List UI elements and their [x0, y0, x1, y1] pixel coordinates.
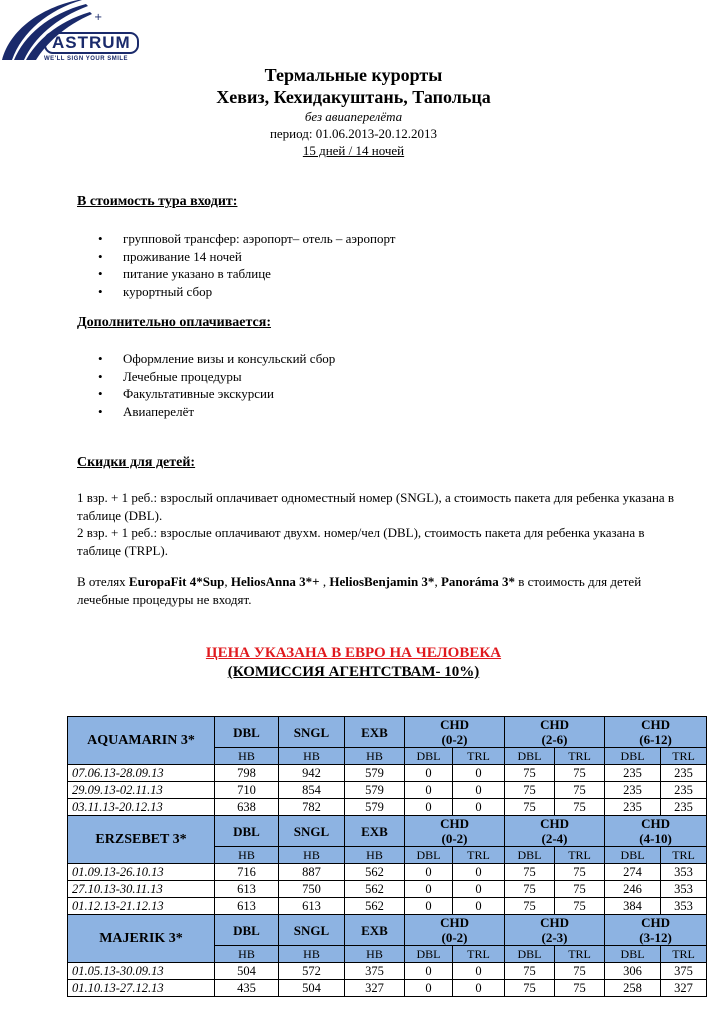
date-cell: 29.09.13-02.11.13	[68, 782, 215, 799]
price-cell: 613	[279, 898, 345, 915]
col-sngl: SNGL	[279, 717, 345, 748]
table-header-row	[68, 816, 707, 847]
price-cell: 942	[279, 765, 345, 782]
chd-range: (0-2)	[441, 831, 468, 846]
chd-label: CHD	[540, 717, 569, 732]
price-cell: 75	[555, 799, 605, 816]
sub-trl: TRL	[555, 748, 605, 765]
sub-dbl: DBL	[605, 946, 661, 963]
sub-trl: TRL	[453, 748, 505, 765]
children-paragraph-1: 1 взр. + 1 реб.: взрослый оплачивает одноместный номер (SNGL), а стоимость пакета для ребенка указана в таблице (DBL).	[77, 490, 675, 523]
hotel-heliosanna: HeliosAnna 3*+	[230, 574, 320, 589]
date-cell: 27.10.13-30.11.13	[68, 881, 215, 898]
subtitle: без авиаперелёта	[304, 109, 403, 124]
sub-hb: HB	[279, 748, 345, 765]
price-cell: 75	[505, 765, 555, 782]
chd-label: CHD	[440, 816, 469, 831]
price-cell: 504	[279, 980, 345, 997]
hotel-panorama: Panoráma 3*	[440, 574, 515, 589]
price-cell: 235	[605, 782, 661, 799]
price-cell: 710	[215, 782, 279, 799]
price-cell: 0	[453, 765, 505, 782]
price-cell: 0	[405, 980, 453, 997]
col-dbl: DBL	[215, 717, 279, 748]
hotel-heliosbenjamin: HeliosBenjamin 3*	[329, 574, 435, 589]
price-cell: 375	[345, 963, 405, 980]
sub-dbl: DBL	[605, 847, 661, 864]
price-cell: 562	[345, 898, 405, 915]
price-cell: 0	[405, 765, 453, 782]
price-cell: 782	[279, 799, 345, 816]
price-cell: 75	[505, 782, 555, 799]
chd-label: CHD	[540, 816, 569, 831]
sub-hb: HB	[279, 946, 345, 963]
logo-text: ASTRUM	[44, 32, 139, 54]
p3-prefix: В отелях	[77, 574, 129, 589]
price-cell: 0	[453, 963, 505, 980]
price-cell: 0	[405, 782, 453, 799]
col-exb: EXB	[345, 717, 405, 748]
price-cell: 75	[555, 864, 605, 881]
price-cell: 235	[661, 765, 707, 782]
col-sngl: SNGL	[279, 816, 345, 847]
price-cell: 75	[505, 799, 555, 816]
price-cell: 258	[605, 980, 661, 997]
chd-label: CHD	[440, 915, 469, 930]
sub-dbl: DBL	[405, 847, 453, 864]
chd-range: (3-12)	[639, 930, 672, 945]
price-cell: 75	[505, 864, 555, 881]
price-cell: 235	[661, 782, 707, 799]
price-cell: 0	[405, 963, 453, 980]
sub-hb: HB	[345, 946, 405, 963]
price-cell: 854	[279, 782, 345, 799]
list-item: • групповой трансфер: аэропорт– отель – аэропорт	[77, 230, 395, 248]
period: период: 01.06.2013-20.12.2013	[269, 126, 438, 141]
included-list	[77, 230, 395, 300]
col-chd	[505, 816, 605, 847]
price-cell: 75	[505, 898, 555, 915]
price-cell: 75	[555, 963, 605, 980]
price-cell: 246	[605, 881, 661, 898]
price-cell: 235	[605, 799, 661, 816]
date-cell: 01.10.13-27.12.13	[68, 980, 215, 997]
p3-sep2: ,	[319, 574, 330, 589]
price-cell: 0	[405, 881, 453, 898]
sub-trl: TRL	[661, 946, 707, 963]
chd-range: (4-10)	[639, 831, 672, 846]
price-cell: 0	[453, 864, 505, 881]
included-heading: В стоимость тура входит:	[77, 194, 238, 209]
col-chd	[505, 915, 605, 946]
chd-range: (0-2)	[441, 732, 468, 747]
chd-range: (2-3)	[541, 930, 568, 945]
price-cell: 504	[215, 963, 279, 980]
children-paragraph-3	[77, 573, 677, 608]
sub-hb: HB	[215, 748, 279, 765]
sub-dbl: DBL	[505, 847, 555, 864]
chd-label: CHD	[641, 816, 670, 831]
list-item: • питание указано в таблице	[77, 265, 395, 283]
sub-hb: HB	[345, 847, 405, 864]
sub-hb: HB	[279, 847, 345, 864]
price-cell: 562	[345, 864, 405, 881]
title-line-1: Термальные курорты	[264, 65, 443, 85]
price-cell: 572	[279, 963, 345, 980]
chd-range: (6-12)	[639, 732, 672, 747]
sub-trl: TRL	[661, 847, 707, 864]
price-cell: 0	[453, 799, 505, 816]
sub-hb: HB	[345, 748, 405, 765]
duration: 15 дней / 14 ночей	[302, 143, 405, 158]
price-cell: 353	[661, 864, 707, 881]
col-exb: EXB	[345, 816, 405, 847]
table-row	[68, 980, 707, 997]
sub-dbl: DBL	[605, 748, 661, 765]
sub-dbl: DBL	[405, 748, 453, 765]
date-cell: 07.06.13-28.09.13	[68, 765, 215, 782]
price-cell: 75	[505, 980, 555, 997]
chd-label: CHD	[641, 717, 670, 732]
col-dbl: DBL	[215, 915, 279, 946]
price-cell: 0	[405, 864, 453, 881]
table-row	[68, 963, 707, 980]
price-cell: 0	[405, 799, 453, 816]
table-header-row	[68, 717, 707, 748]
price-cell: 235	[605, 765, 661, 782]
price-cell: 384	[605, 898, 661, 915]
price-cell: 75	[555, 980, 605, 997]
sub-trl: TRL	[453, 847, 505, 864]
col-chd	[505, 717, 605, 748]
chd-label: CHD	[641, 915, 670, 930]
sub-dbl: DBL	[505, 748, 555, 765]
price-cell: 327	[345, 980, 405, 997]
price-cell: 75	[555, 765, 605, 782]
list-item: • Оформление визы и консульский сбор	[77, 350, 335, 368]
col-chd	[405, 816, 505, 847]
table-row	[68, 782, 707, 799]
price-cell: 579	[345, 782, 405, 799]
col-exb: EXB	[345, 915, 405, 946]
logo-tagline: WE'LL SIGN YOUR SMILE	[44, 56, 129, 62]
price-cell: 353	[661, 898, 707, 915]
price-cell: 327	[661, 980, 707, 997]
date-cell: 01.05.13-30.09.13	[68, 963, 215, 980]
date-cell: 01.12.13-21.12.13	[68, 898, 215, 915]
chd-range: (2-6)	[541, 732, 568, 747]
price-cell: 75	[555, 782, 605, 799]
children-heading: Скидки для детей:	[77, 455, 196, 470]
table-row	[68, 799, 707, 816]
price-cell: 75	[555, 898, 605, 915]
hotel-name: MAJERIK 3*	[68, 915, 215, 963]
price-cell: 0	[453, 782, 505, 799]
p3-sep1: ,	[224, 574, 231, 589]
price-cell: 306	[605, 963, 661, 980]
chd-label: CHD	[440, 717, 469, 732]
price-cell: 562	[345, 881, 405, 898]
col-chd	[405, 717, 505, 748]
price-cell: 0	[453, 980, 505, 997]
price-cell: 613	[215, 881, 279, 898]
price-cell: 579	[345, 765, 405, 782]
hotel-europafit: EuropaFit 4*Sup	[128, 574, 225, 589]
col-sngl: SNGL	[279, 915, 345, 946]
price-heading-line-1: ЦЕНА УКАЗАНА В ЕВРО НА ЧЕЛОВЕКА	[205, 645, 502, 661]
p3-suffix: в стоимость для детей лечебные процедуры не входят.	[77, 574, 642, 607]
price-cell: 887	[279, 864, 345, 881]
sub-dbl: DBL	[505, 946, 555, 963]
sub-dbl: DBL	[405, 946, 453, 963]
col-dbl: DBL	[215, 816, 279, 847]
price-cell: 0	[405, 898, 453, 915]
hotel-name: ERZSEBET 3*	[68, 816, 215, 864]
chd-label: CHD	[540, 915, 569, 930]
title-line-2: Хевиз, Кехидакуштань, Тапольца	[216, 87, 491, 107]
extra-list	[77, 350, 335, 420]
price-cell: 638	[215, 799, 279, 816]
price-cell: 0	[453, 881, 505, 898]
extra-heading: Дополнительно оплачивается:	[77, 315, 272, 330]
sub-trl: TRL	[661, 748, 707, 765]
astrum-logo	[0, 0, 160, 70]
sub-trl: TRL	[453, 946, 505, 963]
price-cell: 75	[555, 881, 605, 898]
p3-sep3: ,	[434, 574, 441, 589]
col-chd	[605, 717, 707, 748]
chd-range: (0-2)	[441, 930, 468, 945]
date-cell: 01.09.13-26.10.13	[68, 864, 215, 881]
date-cell: 03.11.13-20.12.13	[68, 799, 215, 816]
children-paragraph-2: 2 взр. + 1 реб.: взрослые оплачивают двухм. номер/чел (DBL), стоимость пакета для ребенка указана в таблице (TRPL).	[77, 525, 645, 558]
price-heading	[0, 644, 707, 682]
sub-hb: HB	[215, 946, 279, 963]
col-chd	[405, 915, 505, 946]
col-chd	[605, 816, 707, 847]
price-cell: 75	[505, 881, 555, 898]
table-row	[68, 898, 707, 915]
list-item: • курортный сбор	[77, 283, 395, 301]
price-cell: 274	[605, 864, 661, 881]
list-item: • Лечебные процедуры	[77, 368, 335, 386]
price-table	[67, 716, 707, 997]
sub-hb: HB	[215, 847, 279, 864]
svg-text:+: +	[94, 12, 103, 23]
sub-trl: TRL	[555, 847, 605, 864]
document-header	[0, 64, 707, 160]
sub-trl: TRL	[555, 946, 605, 963]
price-cell: 613	[215, 898, 279, 915]
list-item: • Факультативные экскурсии	[77, 385, 335, 403]
table-header-row	[68, 915, 707, 946]
chd-range: (2-4)	[541, 831, 568, 846]
price-cell: 353	[661, 881, 707, 898]
price-heading-line-2: (КОМИССИЯ АГЕНТСТВАМ- 10%)	[227, 664, 480, 680]
price-cell: 716	[215, 864, 279, 881]
price-cell: 0	[453, 898, 505, 915]
col-chd	[605, 915, 707, 946]
list-item: • проживание 14 ночей	[77, 248, 395, 266]
price-cell: 750	[279, 881, 345, 898]
price-cell: 579	[345, 799, 405, 816]
price-cell: 435	[215, 980, 279, 997]
price-cell: 798	[215, 765, 279, 782]
list-item: • Авиаперелёт	[77, 403, 335, 421]
price-cell: 75	[505, 963, 555, 980]
price-cell: 375	[661, 963, 707, 980]
table-row	[68, 864, 707, 881]
hotel-name: AQUAMARIN 3*	[68, 717, 215, 765]
table-row	[68, 881, 707, 898]
price-cell: 235	[661, 799, 707, 816]
table-row	[68, 765, 707, 782]
